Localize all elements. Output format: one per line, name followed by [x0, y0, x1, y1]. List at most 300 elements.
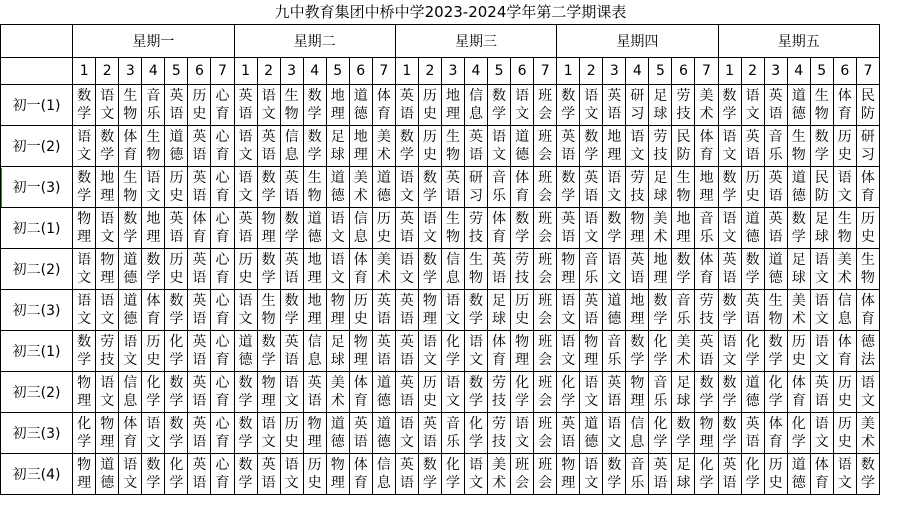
subject-cell[interactable]	[165, 126, 188, 167]
subject-cell[interactable]	[211, 85, 234, 126]
subject-cell[interactable]	[418, 290, 441, 331]
subject-cell[interactable]	[603, 85, 626, 126]
subject-cell[interactable]	[856, 208, 879, 249]
subject-cell[interactable]	[418, 85, 441, 126]
subject-cell[interactable]	[372, 331, 395, 372]
subject-cell[interactable]	[603, 331, 626, 372]
subject-cell[interactable]	[649, 372, 672, 413]
subject-cell[interactable]	[626, 372, 649, 413]
subject-cell[interactable]	[188, 454, 211, 495]
class-label[interactable]: 初一(1)	[1, 85, 73, 126]
subject-cell[interactable]	[349, 372, 372, 413]
subject-cell[interactable]	[303, 290, 326, 331]
subject-cell[interactable]	[695, 126, 718, 167]
subject-cell[interactable]	[580, 331, 603, 372]
subject-cell[interactable]	[626, 249, 649, 290]
subject-cell[interactable]	[303, 331, 326, 372]
subject-cell[interactable]	[234, 249, 257, 290]
subject-cell[interactable]	[96, 85, 119, 126]
subject-cell[interactable]	[534, 85, 557, 126]
subject-cell[interactable]	[810, 126, 833, 167]
subject-cell[interactable]	[488, 208, 511, 249]
subject-cell[interactable]	[96, 290, 119, 331]
subject-cell[interactable]	[96, 126, 119, 167]
subject-cell[interactable]	[257, 126, 280, 167]
subject-cell[interactable]	[395, 372, 418, 413]
subject-cell[interactable]	[257, 167, 280, 208]
subject-cell[interactable]	[441, 454, 464, 495]
subject-cell[interactable]	[695, 85, 718, 126]
subject-cell[interactable]	[856, 290, 879, 331]
subject-cell[interactable]	[142, 85, 165, 126]
subject-cell[interactable]	[165, 372, 188, 413]
subject-cell[interactable]	[441, 208, 464, 249]
subject-cell[interactable]	[188, 290, 211, 331]
subject-cell[interactable]	[257, 208, 280, 249]
subject-cell[interactable]	[257, 372, 280, 413]
subject-cell[interactable]	[511, 208, 534, 249]
subject-cell[interactable]	[695, 372, 718, 413]
subject-cell[interactable]	[372, 208, 395, 249]
subject-cell[interactable]	[580, 126, 603, 167]
class-label[interactable]: 初三(3)	[1, 413, 73, 454]
class-label[interactable]: 初三(4)	[1, 454, 73, 495]
subject-cell[interactable]	[280, 208, 303, 249]
subject-cell[interactable]	[73, 331, 96, 372]
subject-cell[interactable]	[211, 126, 234, 167]
subject-cell[interactable]	[395, 126, 418, 167]
subject-cell[interactable]	[741, 331, 764, 372]
subject-cell[interactable]	[119, 372, 142, 413]
subject-cell[interactable]	[810, 454, 833, 495]
subject-cell[interactable]	[764, 249, 787, 290]
subject-cell[interactable]	[718, 126, 741, 167]
subject-cell[interactable]	[649, 208, 672, 249]
subject-cell[interactable]	[73, 454, 96, 495]
subject-cell[interactable]	[649, 126, 672, 167]
subject-cell[interactable]	[418, 454, 441, 495]
subject-cell[interactable]	[856, 249, 879, 290]
subject-cell[interactable]	[234, 208, 257, 249]
subject-cell[interactable]	[96, 249, 119, 290]
subject-cell[interactable]	[326, 208, 349, 249]
subject-cell[interactable]	[787, 331, 810, 372]
subject-cell[interactable]	[833, 454, 856, 495]
subject-cell[interactable]	[741, 85, 764, 126]
subject-cell[interactable]	[511, 290, 534, 331]
subject-cell[interactable]	[557, 208, 580, 249]
subject-cell[interactable]	[580, 413, 603, 454]
subject-cell[interactable]	[764, 167, 787, 208]
subject-cell[interactable]	[488, 85, 511, 126]
subject-cell[interactable]	[603, 290, 626, 331]
subject-cell[interactable]	[649, 454, 672, 495]
subject-cell[interactable]	[511, 454, 534, 495]
subject-cell[interactable]	[234, 167, 257, 208]
subject-cell[interactable]	[534, 331, 557, 372]
subject-cell[interactable]	[626, 167, 649, 208]
subject-cell[interactable]	[211, 290, 234, 331]
subject-cell[interactable]	[96, 372, 119, 413]
subject-cell[interactable]	[418, 208, 441, 249]
subject-cell[interactable]	[488, 126, 511, 167]
subject-cell[interactable]	[534, 126, 557, 167]
subject-cell[interactable]	[464, 454, 487, 495]
subject-cell[interactable]	[280, 249, 303, 290]
subject-cell[interactable]	[580, 167, 603, 208]
subject-cell[interactable]	[718, 454, 741, 495]
subject-cell[interactable]	[326, 372, 349, 413]
subject-cell[interactable]	[142, 208, 165, 249]
subject-cell[interactable]	[764, 372, 787, 413]
class-label[interactable]: 初一(2)	[1, 126, 73, 167]
subject-cell[interactable]	[395, 331, 418, 372]
subject-cell[interactable]	[856, 167, 879, 208]
subject-cell[interactable]	[810, 85, 833, 126]
subject-cell[interactable]	[349, 454, 372, 495]
subject-cell[interactable]	[234, 126, 257, 167]
subject-cell[interactable]	[557, 372, 580, 413]
subject-cell[interactable]	[418, 167, 441, 208]
subject-cell[interactable]	[441, 290, 464, 331]
subject-cell[interactable]	[672, 372, 695, 413]
subject-cell[interactable]	[672, 413, 695, 454]
subject-cell[interactable]	[441, 85, 464, 126]
subject-cell[interactable]	[349, 126, 372, 167]
subject-cell[interactable]	[741, 413, 764, 454]
subject-cell[interactable]	[511, 85, 534, 126]
subject-cell[interactable]	[326, 126, 349, 167]
subject-cell[interactable]	[211, 413, 234, 454]
subject-cell[interactable]	[718, 208, 741, 249]
subject-cell[interactable]	[649, 85, 672, 126]
subject-cell[interactable]	[73, 126, 96, 167]
subject-cell[interactable]	[787, 249, 810, 290]
subject-cell[interactable]	[741, 126, 764, 167]
subject-cell[interactable]	[557, 290, 580, 331]
subject-cell[interactable]	[119, 167, 142, 208]
subject-cell[interactable]	[810, 167, 833, 208]
subject-cell[interactable]	[488, 290, 511, 331]
subject-cell[interactable]	[280, 454, 303, 495]
subject-cell[interactable]	[626, 413, 649, 454]
subject-cell[interactable]	[649, 167, 672, 208]
class-label[interactable]: 初二(2)	[1, 249, 73, 290]
subject-cell[interactable]	[395, 413, 418, 454]
subject-cell[interactable]	[142, 331, 165, 372]
subject-cell[interactable]	[188, 331, 211, 372]
subject-cell[interactable]	[741, 290, 764, 331]
subject-cell[interactable]	[557, 454, 580, 495]
subject-cell[interactable]	[234, 290, 257, 331]
subject-cell[interactable]	[326, 249, 349, 290]
subject-cell[interactable]	[119, 413, 142, 454]
subject-cell[interactable]	[96, 331, 119, 372]
subject-cell[interactable]	[557, 126, 580, 167]
subject-cell[interactable]	[211, 249, 234, 290]
subject-cell[interactable]	[234, 413, 257, 454]
subject-cell[interactable]	[764, 85, 787, 126]
subject-cell[interactable]	[441, 372, 464, 413]
subject-cell[interactable]	[488, 372, 511, 413]
subject-cell[interactable]	[741, 167, 764, 208]
subject-cell[interactable]	[718, 372, 741, 413]
subject-cell[interactable]	[672, 126, 695, 167]
subject-cell[interactable]	[464, 85, 487, 126]
subject-cell[interactable]	[603, 126, 626, 167]
subject-cell[interactable]	[142, 249, 165, 290]
subject-cell[interactable]	[856, 372, 879, 413]
subject-cell[interactable]	[534, 454, 557, 495]
subject-cell[interactable]	[810, 249, 833, 290]
subject-cell[interactable]	[257, 249, 280, 290]
subject-cell[interactable]	[119, 126, 142, 167]
subject-cell[interactable]	[349, 331, 372, 372]
subject-cell[interactable]	[280, 372, 303, 413]
subject-cell[interactable]	[165, 249, 188, 290]
subject-cell[interactable]	[441, 413, 464, 454]
subject-cell[interactable]	[833, 167, 856, 208]
subject-cell[interactable]	[211, 454, 234, 495]
subject-cell[interactable]	[372, 290, 395, 331]
subject-cell[interactable]	[142, 372, 165, 413]
subject-cell[interactable]	[718, 290, 741, 331]
subject-cell[interactable]	[234, 85, 257, 126]
subject-cell[interactable]	[672, 249, 695, 290]
subject-cell[interactable]	[165, 413, 188, 454]
subject-cell[interactable]	[695, 454, 718, 495]
subject-cell[interactable]	[441, 331, 464, 372]
subject-cell[interactable]	[395, 454, 418, 495]
subject-cell[interactable]	[234, 331, 257, 372]
subject-cell[interactable]	[856, 454, 879, 495]
subject-cell[interactable]	[580, 249, 603, 290]
subject-cell[interactable]	[326, 413, 349, 454]
subject-cell[interactable]	[441, 167, 464, 208]
subject-cell[interactable]	[119, 290, 142, 331]
subject-cell[interactable]	[372, 372, 395, 413]
subject-cell[interactable]	[488, 413, 511, 454]
subject-cell[interactable]	[257, 454, 280, 495]
subject-cell[interactable]	[626, 331, 649, 372]
subject-cell[interactable]	[119, 454, 142, 495]
subject-cell[interactable]	[73, 249, 96, 290]
subject-cell[interactable]	[810, 413, 833, 454]
subject-cell[interactable]	[188, 126, 211, 167]
subject-cell[interactable]	[395, 208, 418, 249]
subject-cell[interactable]	[534, 249, 557, 290]
subject-cell[interactable]	[73, 290, 96, 331]
subject-cell[interactable]	[580, 372, 603, 413]
subject-cell[interactable]	[372, 85, 395, 126]
subject-cell[interactable]	[119, 85, 142, 126]
subject-cell[interactable]	[326, 454, 349, 495]
subject-cell[interactable]	[833, 85, 856, 126]
subject-cell[interactable]	[165, 167, 188, 208]
subject-cell[interactable]	[441, 249, 464, 290]
subject-cell[interactable]	[580, 208, 603, 249]
subject-cell[interactable]	[211, 331, 234, 372]
subject-cell[interactable]	[511, 413, 534, 454]
subject-cell[interactable]	[718, 85, 741, 126]
subject-cell[interactable]	[672, 331, 695, 372]
subject-cell[interactable]	[349, 290, 372, 331]
subject-cell[interactable]	[856, 85, 879, 126]
subject-cell[interactable]	[764, 126, 787, 167]
subject-cell[interactable]	[626, 85, 649, 126]
subject-cell[interactable]	[188, 167, 211, 208]
subject-cell[interactable]	[165, 290, 188, 331]
subject-cell[interactable]	[534, 413, 557, 454]
subject-cell[interactable]	[96, 208, 119, 249]
subject-cell[interactable]	[764, 454, 787, 495]
subject-cell[interactable]	[488, 167, 511, 208]
subject-cell[interactable]	[787, 454, 810, 495]
subject-cell[interactable]	[534, 372, 557, 413]
subject-cell[interactable]	[73, 167, 96, 208]
subject-cell[interactable]	[764, 331, 787, 372]
subject-cell[interactable]	[488, 249, 511, 290]
subject-cell[interactable]	[856, 126, 879, 167]
subject-cell[interactable]	[695, 167, 718, 208]
subject-cell[interactable]	[787, 372, 810, 413]
subject-cell[interactable]	[810, 290, 833, 331]
subject-cell[interactable]	[464, 331, 487, 372]
subject-cell[interactable]	[96, 167, 119, 208]
subject-cell[interactable]	[418, 331, 441, 372]
subject-cell[interactable]	[303, 85, 326, 126]
subject-cell[interactable]	[234, 372, 257, 413]
subject-cell[interactable]	[695, 208, 718, 249]
subject-cell[interactable]	[787, 290, 810, 331]
subject-cell[interactable]	[810, 372, 833, 413]
subject-cell[interactable]	[211, 372, 234, 413]
subject-cell[interactable]	[165, 208, 188, 249]
subject-cell[interactable]	[73, 372, 96, 413]
subject-cell[interactable]	[303, 126, 326, 167]
subject-cell[interactable]	[142, 167, 165, 208]
subject-cell[interactable]	[603, 413, 626, 454]
class-label[interactable]: 初二(3)	[1, 290, 73, 331]
subject-cell[interactable]	[280, 85, 303, 126]
subject-cell[interactable]	[257, 331, 280, 372]
subject-cell[interactable]	[534, 290, 557, 331]
subject-cell[interactable]	[441, 126, 464, 167]
subject-cell[interactable]	[257, 413, 280, 454]
subject-cell[interactable]	[464, 167, 487, 208]
subject-cell[interactable]	[372, 249, 395, 290]
subject-cell[interactable]	[741, 249, 764, 290]
subject-cell[interactable]	[557, 249, 580, 290]
subject-cell[interactable]	[211, 208, 234, 249]
subject-cell[interactable]	[764, 413, 787, 454]
subject-cell[interactable]	[464, 126, 487, 167]
subject-cell[interactable]	[418, 372, 441, 413]
subject-cell[interactable]	[603, 167, 626, 208]
subject-cell[interactable]	[534, 208, 557, 249]
subject-cell[interactable]	[349, 413, 372, 454]
subject-cell[interactable]	[718, 167, 741, 208]
subject-cell[interactable]	[672, 167, 695, 208]
subject-cell[interactable]	[603, 208, 626, 249]
subject-cell[interactable]	[142, 290, 165, 331]
subject-cell[interactable]	[188, 208, 211, 249]
subject-cell[interactable]	[395, 249, 418, 290]
subject-cell[interactable]	[833, 208, 856, 249]
subject-cell[interactable]	[649, 249, 672, 290]
subject-cell[interactable]	[741, 454, 764, 495]
subject-cell[interactable]	[349, 208, 372, 249]
subject-cell[interactable]	[626, 208, 649, 249]
subject-cell[interactable]	[626, 454, 649, 495]
subject-cell[interactable]	[626, 126, 649, 167]
subject-cell[interactable]	[257, 85, 280, 126]
subject-cell[interactable]	[695, 413, 718, 454]
subject-cell[interactable]	[557, 413, 580, 454]
subject-cell[interactable]	[488, 331, 511, 372]
subject-cell[interactable]	[119, 249, 142, 290]
subject-cell[interactable]	[810, 331, 833, 372]
subject-cell[interactable]	[395, 290, 418, 331]
subject-cell[interactable]	[810, 208, 833, 249]
subject-cell[interactable]	[511, 372, 534, 413]
subject-cell[interactable]	[833, 290, 856, 331]
subject-cell[interactable]	[787, 85, 810, 126]
subject-cell[interactable]	[280, 290, 303, 331]
subject-cell[interactable]	[672, 290, 695, 331]
class-label[interactable]: 初三(2)	[1, 372, 73, 413]
subject-cell[interactable]	[603, 454, 626, 495]
subject-cell[interactable]	[672, 454, 695, 495]
subject-cell[interactable]	[395, 167, 418, 208]
subject-cell[interactable]	[488, 454, 511, 495]
class-label[interactable]: 初一(3)	[1, 167, 73, 208]
subject-cell[interactable]	[534, 167, 557, 208]
subject-cell[interactable]	[303, 208, 326, 249]
subject-cell[interactable]	[280, 167, 303, 208]
subject-cell[interactable]	[649, 290, 672, 331]
subject-cell[interactable]	[649, 331, 672, 372]
subject-cell[interactable]	[856, 413, 879, 454]
subject-cell[interactable]	[73, 413, 96, 454]
subject-cell[interactable]	[73, 208, 96, 249]
subject-cell[interactable]	[718, 331, 741, 372]
subject-cell[interactable]	[718, 413, 741, 454]
subject-cell[interactable]	[787, 167, 810, 208]
subject-cell[interactable]	[580, 454, 603, 495]
subject-cell[interactable]	[695, 249, 718, 290]
subject-cell[interactable]	[603, 372, 626, 413]
subject-cell[interactable]	[119, 208, 142, 249]
subject-cell[interactable]	[326, 290, 349, 331]
subject-cell[interactable]	[349, 249, 372, 290]
subject-cell[interactable]	[511, 167, 534, 208]
subject-cell[interactable]	[557, 167, 580, 208]
subject-cell[interactable]	[833, 331, 856, 372]
subject-cell[interactable]	[280, 331, 303, 372]
class-label[interactable]: 初三(1)	[1, 331, 73, 372]
subject-cell[interactable]	[303, 454, 326, 495]
subject-cell[interactable]	[326, 167, 349, 208]
subject-cell[interactable]	[511, 331, 534, 372]
subject-cell[interactable]	[511, 126, 534, 167]
subject-cell[interactable]	[303, 167, 326, 208]
subject-cell[interactable]	[626, 290, 649, 331]
subject-cell[interactable]	[165, 454, 188, 495]
subject-cell[interactable]	[603, 249, 626, 290]
subject-cell[interactable]	[856, 331, 879, 372]
subject-cell[interactable]	[142, 413, 165, 454]
